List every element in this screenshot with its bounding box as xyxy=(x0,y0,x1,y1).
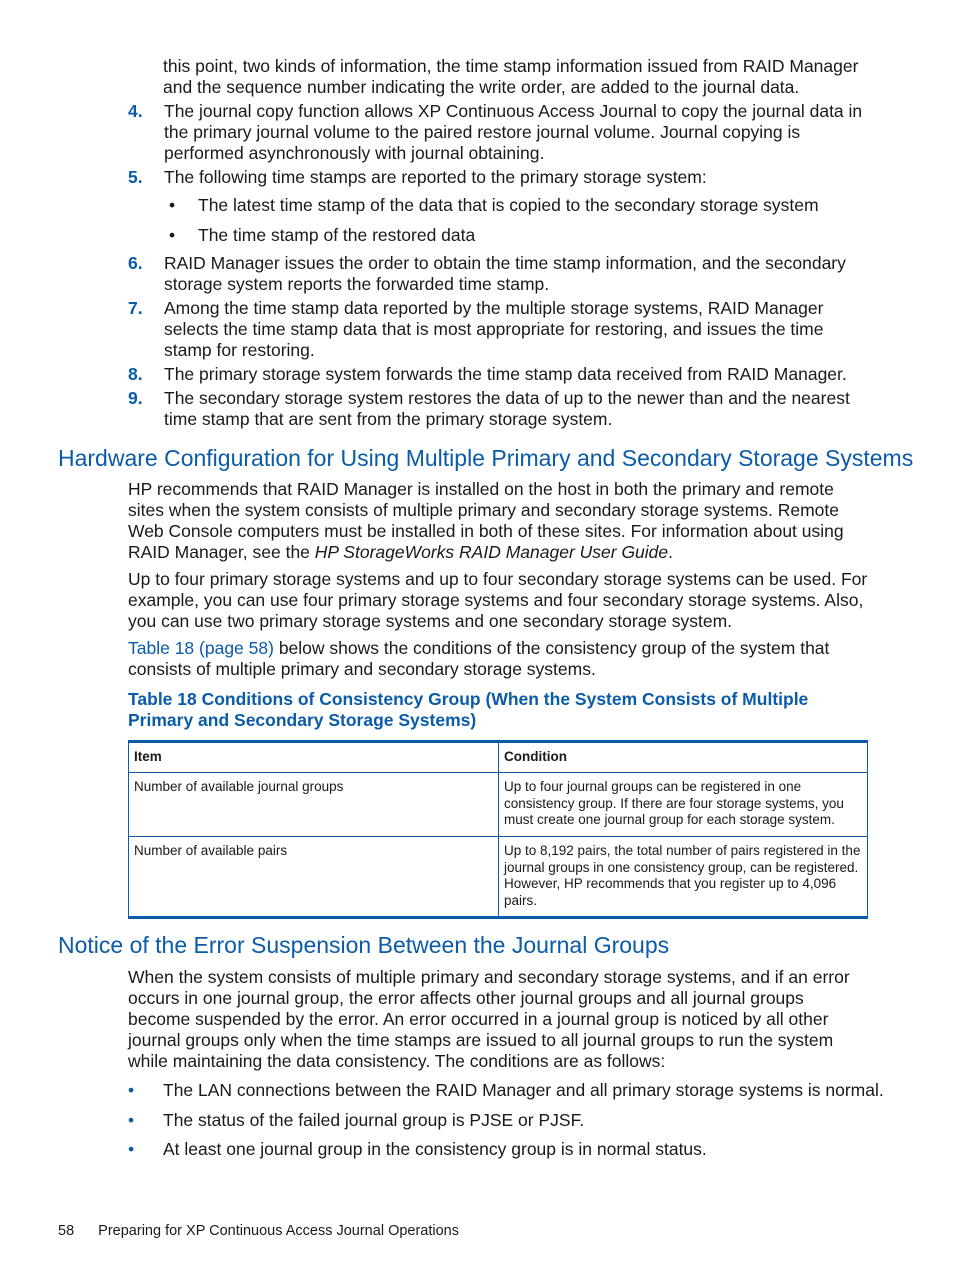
step-number: 4. xyxy=(128,101,143,121)
bullet-icon: • xyxy=(128,1139,135,1159)
table-header-row xyxy=(129,742,868,773)
bullet-icon: • xyxy=(128,1080,135,1100)
section-heading-error-suspension: Notice of the Error Suspension Between the Journal Groups xyxy=(58,932,670,958)
column-header-condition: Condition xyxy=(499,742,868,773)
bullet-text: The time stamp of the restored data xyxy=(198,225,476,245)
step-number: 5. xyxy=(128,167,143,187)
table-row xyxy=(129,773,868,837)
table-cell: Up to four journal groups can be registered in one consistency group. If there are four storage systems, you must create one journal group for each storage system. xyxy=(499,773,868,837)
table-cell: Number of available pairs xyxy=(129,837,499,918)
step-number: 6. xyxy=(128,253,143,273)
paragraph xyxy=(128,638,868,680)
paragraph-text: HP recommends that RAID Manager is installed on the host in both the primary and remote sites when the system consists of multiple primary and secondary storage systems. Remote Web Console computers must be installed in both of these sites. For information about using RAID Manager, see the xyxy=(128,479,844,562)
paragraph: When the system consists of multiple primary and secondary storage systems, and if an error occurs in one journal group, the error affects other journal groups and all journal groups become suspended by the error. An error occurred in a journal group is noticed by all other journal groups only when the time stamps are issued to all journal groups to run the system while maintaining the data consistency. The conditions are as follows: xyxy=(128,967,850,1071)
step-number: 8. xyxy=(128,364,143,384)
step-text: The secondary storage system restores the data of up to the newer than and the nearest time stamp that are sent from the primary storage system. xyxy=(164,388,850,429)
table-cell: Number of available journal groups xyxy=(129,773,499,837)
paragraph-end: . xyxy=(668,542,674,562)
bullet-icon: • xyxy=(169,195,176,215)
step-text: RAID Manager issues the order to obtain the time stamp information, and the secondary storage system reports the forwarded time stamp. xyxy=(164,253,846,294)
bullet-text: The status of the failed journal group is PJSE or PJSF. xyxy=(163,1110,585,1130)
step-number: 7. xyxy=(128,298,143,318)
step-text: The following time stamps are reported to the primary storage system: xyxy=(164,167,707,187)
step-text: Among the time stamp data reported by the multiple storage systems, RAID Manager selects the time stamp data that is most appropriate for restoring, and issues the time stamp for restoring. xyxy=(164,298,824,360)
table-row xyxy=(129,837,868,918)
table-cell: Up to 8,192 pairs, the total number of pairs registered in the journal groups in one consistency group, can be registered. However, HP recommends that you register up to 4,096 pairs. xyxy=(499,837,868,918)
step-text: The journal copy function allows XP Continuous Access Journal to copy the journal data in the primary journal volume to the paired restore journal volume. Journal copying is performed asynchronously with journal obtaining. xyxy=(164,101,863,163)
bullet-icon: • xyxy=(128,1110,135,1130)
step-text: The primary storage system forwards the time stamp data received from RAID Manager. xyxy=(164,364,847,384)
intro-continuation: this point, two kinds of information, the time stamp information issued from RAID Manager and the sequence number indicating the write order, are added to the journal data. xyxy=(163,56,859,97)
paragraph: Up to four primary storage systems and up to four secondary storage systems can be used. For example, you can use four primary storage systems and four secondary storage systems. Also, you can use two primary storage systems and one secondary storage system. xyxy=(128,569,868,631)
bullet-text: At least one journal group in the consistency group is in normal status. xyxy=(163,1139,707,1159)
paragraph-text: below shows the conditions of the consistency group of the system that consists of multiple primary and secondary storage systems. xyxy=(128,638,830,679)
guide-title: HP StorageWorks RAID Manager User Guide xyxy=(314,542,669,562)
table-caption: Table 18 Conditions of Consistency Group (When the System Consists of Multiple Primary and Secondary Storage Systems) xyxy=(128,689,809,730)
step-number: 9. xyxy=(128,388,143,408)
conditions-table xyxy=(128,740,868,919)
page-number: 58 xyxy=(58,1223,75,1239)
column-header-item: Item xyxy=(129,742,499,773)
section-heading-hardware-config: Hardware Configuration for Using Multiple Primary and Secondary Storage Systems xyxy=(58,445,914,471)
page-footer xyxy=(58,1222,459,1240)
table-reference-link[interactable]: Table 18 (page 58) xyxy=(128,638,274,658)
bullet-text: The LAN connections between the RAID Manager and all primary storage systems is normal. xyxy=(163,1080,884,1100)
bullet-icon: • xyxy=(169,225,176,245)
chapter-title: Preparing for XP Continuous Access Journal Operations xyxy=(98,1223,459,1239)
paragraph xyxy=(128,479,868,563)
bullet-text: The latest time stamp of the data that is copied to the secondary storage system xyxy=(198,195,819,215)
